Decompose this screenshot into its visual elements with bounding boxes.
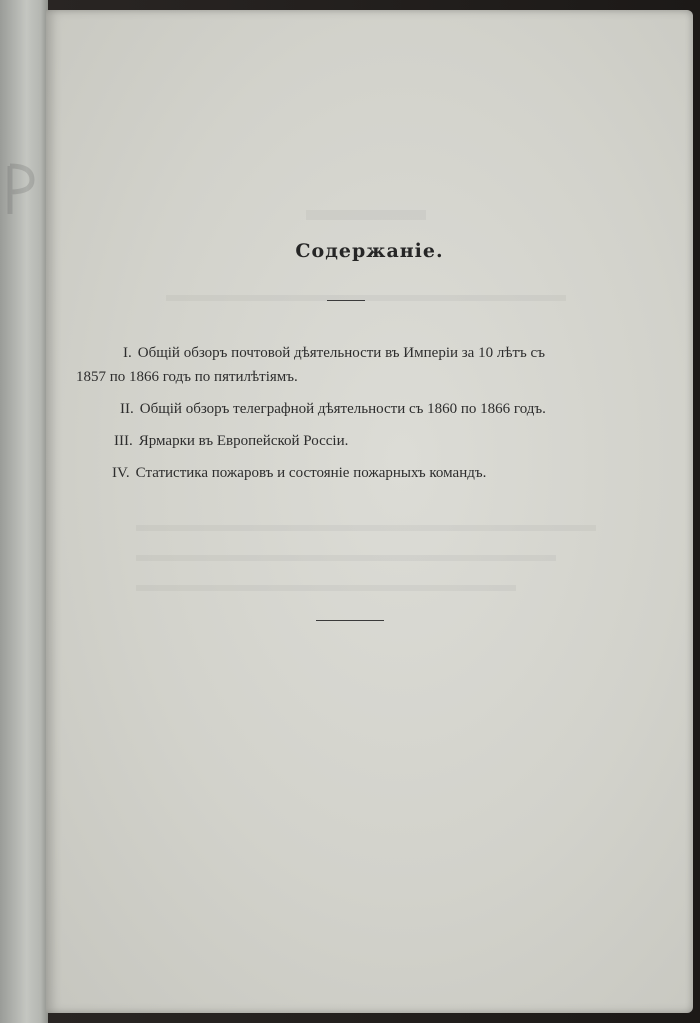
toc-item-1 (76, 341, 676, 365)
end-divider (316, 620, 384, 621)
toc-item-text-continuation: 1857 по 1866 годъ по пятилѣтіямъ. (76, 369, 298, 385)
toc-item-text: Общій обзоръ почтовой дѣятельности въ Имперіи за 10 лѣтъ съ (137, 345, 545, 361)
toc-item-text: Статистика пожаровъ и состояніе пожарныхъ командъ. (135, 465, 487, 481)
toc-item-number: I. (123, 345, 132, 361)
bleed-through-letter (2, 160, 42, 220)
toc-item-number: IV. (112, 465, 130, 481)
toc-item-text: Ярмарки въ Европейской Россіи. (138, 433, 349, 449)
toc-item-2 (76, 397, 676, 421)
page-title: Содержаніе. (295, 240, 444, 262)
bleed-through-texture (46, 10, 693, 1013)
toc-item-number: II. (120, 401, 134, 417)
toc-item-text: Общій обзоръ телеграфной дѣятельности съ 1860 по 1866 годъ. (139, 401, 546, 417)
book-page (46, 10, 693, 1013)
table-of-contents (76, 341, 676, 485)
title-divider (327, 300, 365, 301)
toc-item-4 (76, 461, 676, 485)
previous-page-edge (0, 0, 48, 1023)
toc-item-1-continuation (76, 365, 676, 389)
toc-item-3 (76, 429, 676, 453)
toc-item-number: III. (114, 433, 133, 449)
